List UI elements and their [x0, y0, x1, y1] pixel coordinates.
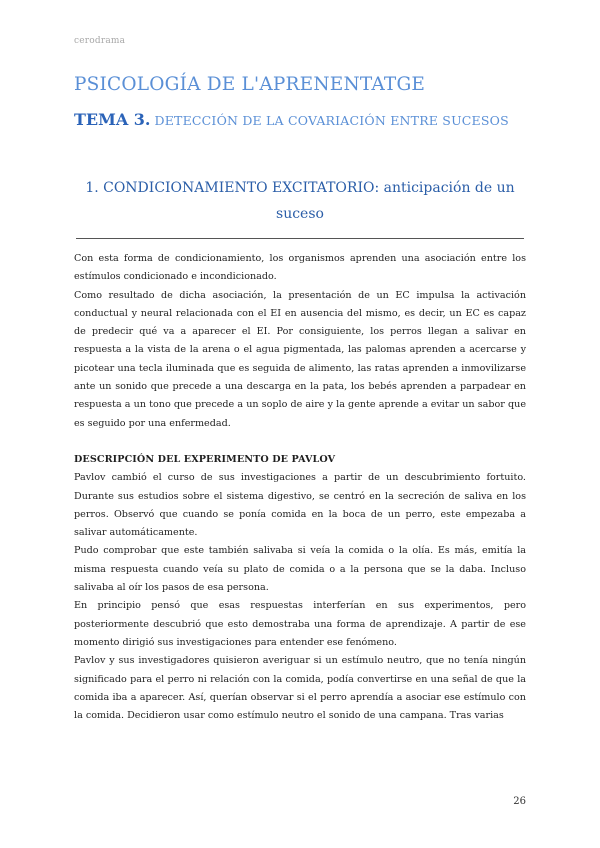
topic-name: DETECCIÓN DE LA COVARIACIÓN ENTRE SUCESOS [154, 113, 509, 128]
paragraph: Con esta forma de condicionamiento, los organismos aprenden una asociación entre los estímulos condicionado e incondicionado. [74, 253, 526, 283]
subject-title: PSICOLOGÍA DE L'APRENENTATGE [74, 74, 426, 95]
paragraph: Pavlov cambió el curso de sus investigaciones a partir de un descubrimiento fortuito. Durante sus estudios sobre el sistema digestivo, se centró en la secreción de saliva en los perros. Observó que cuando se ponía comida en la boca de un perro, este empezaba a salivar automáticamente. [74, 472, 526, 539]
subsection-heading: DESCRIPCIÓN DEL EXPERIMENTO DE PAVLOV [74, 453, 336, 465]
paragraph: En principio pensó que esas respuestas interferían en sus experimentos, pero posteriormente descubrió que esto demostraba una forma de aprendizaje. A partir de ese momento dirigió sus investigaciones para entender ese fenómeno. [74, 600, 526, 648]
section-divider [76, 238, 524, 239]
topic-heading [74, 110, 509, 129]
running-header: cerodrama [74, 36, 126, 46]
paragraph: Pavlov y sus investigadores quisieron averiguar si un estímulo neutro, que no tenía ningún significado para el perro ni relación con la comida, podía convertirse en una señal de que la comida iba a aparecer. Así, querían observar si el perro aprendía a asociar ese estímulo con la comida. Decidieron usar como estímulo neutro el sonido de una campana. Tras varias [74, 655, 526, 722]
paragraph: Pudo comprobar que este también salivaba si veía la comida o la olía. Es más, emitía la misma respuesta cuando veía su plato de comida o a la persona que se la daba. Incluso salivaba al oír los pasos de esa persona. [74, 545, 526, 594]
page-number: 26 [513, 796, 526, 807]
topic-number: TEMA 3. [74, 110, 151, 129]
section-title: 1. CONDICIONAMIENTO EXCITATORIO: anticipación de un suceso [85, 180, 515, 222]
body-content [74, 250, 526, 725]
paragraph: Como resultado de dicha asociación, la presentación de un EC impulsa la activación conductual y neural relacionada con el EI en ausencia del mismo, es decir, un EC es capaz de predecir qué va a aparecer el EI. Por consiguiente, los perros llegan a salivar en respuesta a la vista de la arena o el agua pigmentada, las palomas aprenden a acercarse y picotear una tecla iluminada que es seguida de alimento, las ratas aprenden a inmovilizarse ante un sonido que precede a una descarga en la pata, los bebés aprenden a parpadear en respuesta a un tono que precede a un soplo de aire y la gente aprende a evitar un sabor que es seguido por una enfermedad. [74, 289, 526, 429]
